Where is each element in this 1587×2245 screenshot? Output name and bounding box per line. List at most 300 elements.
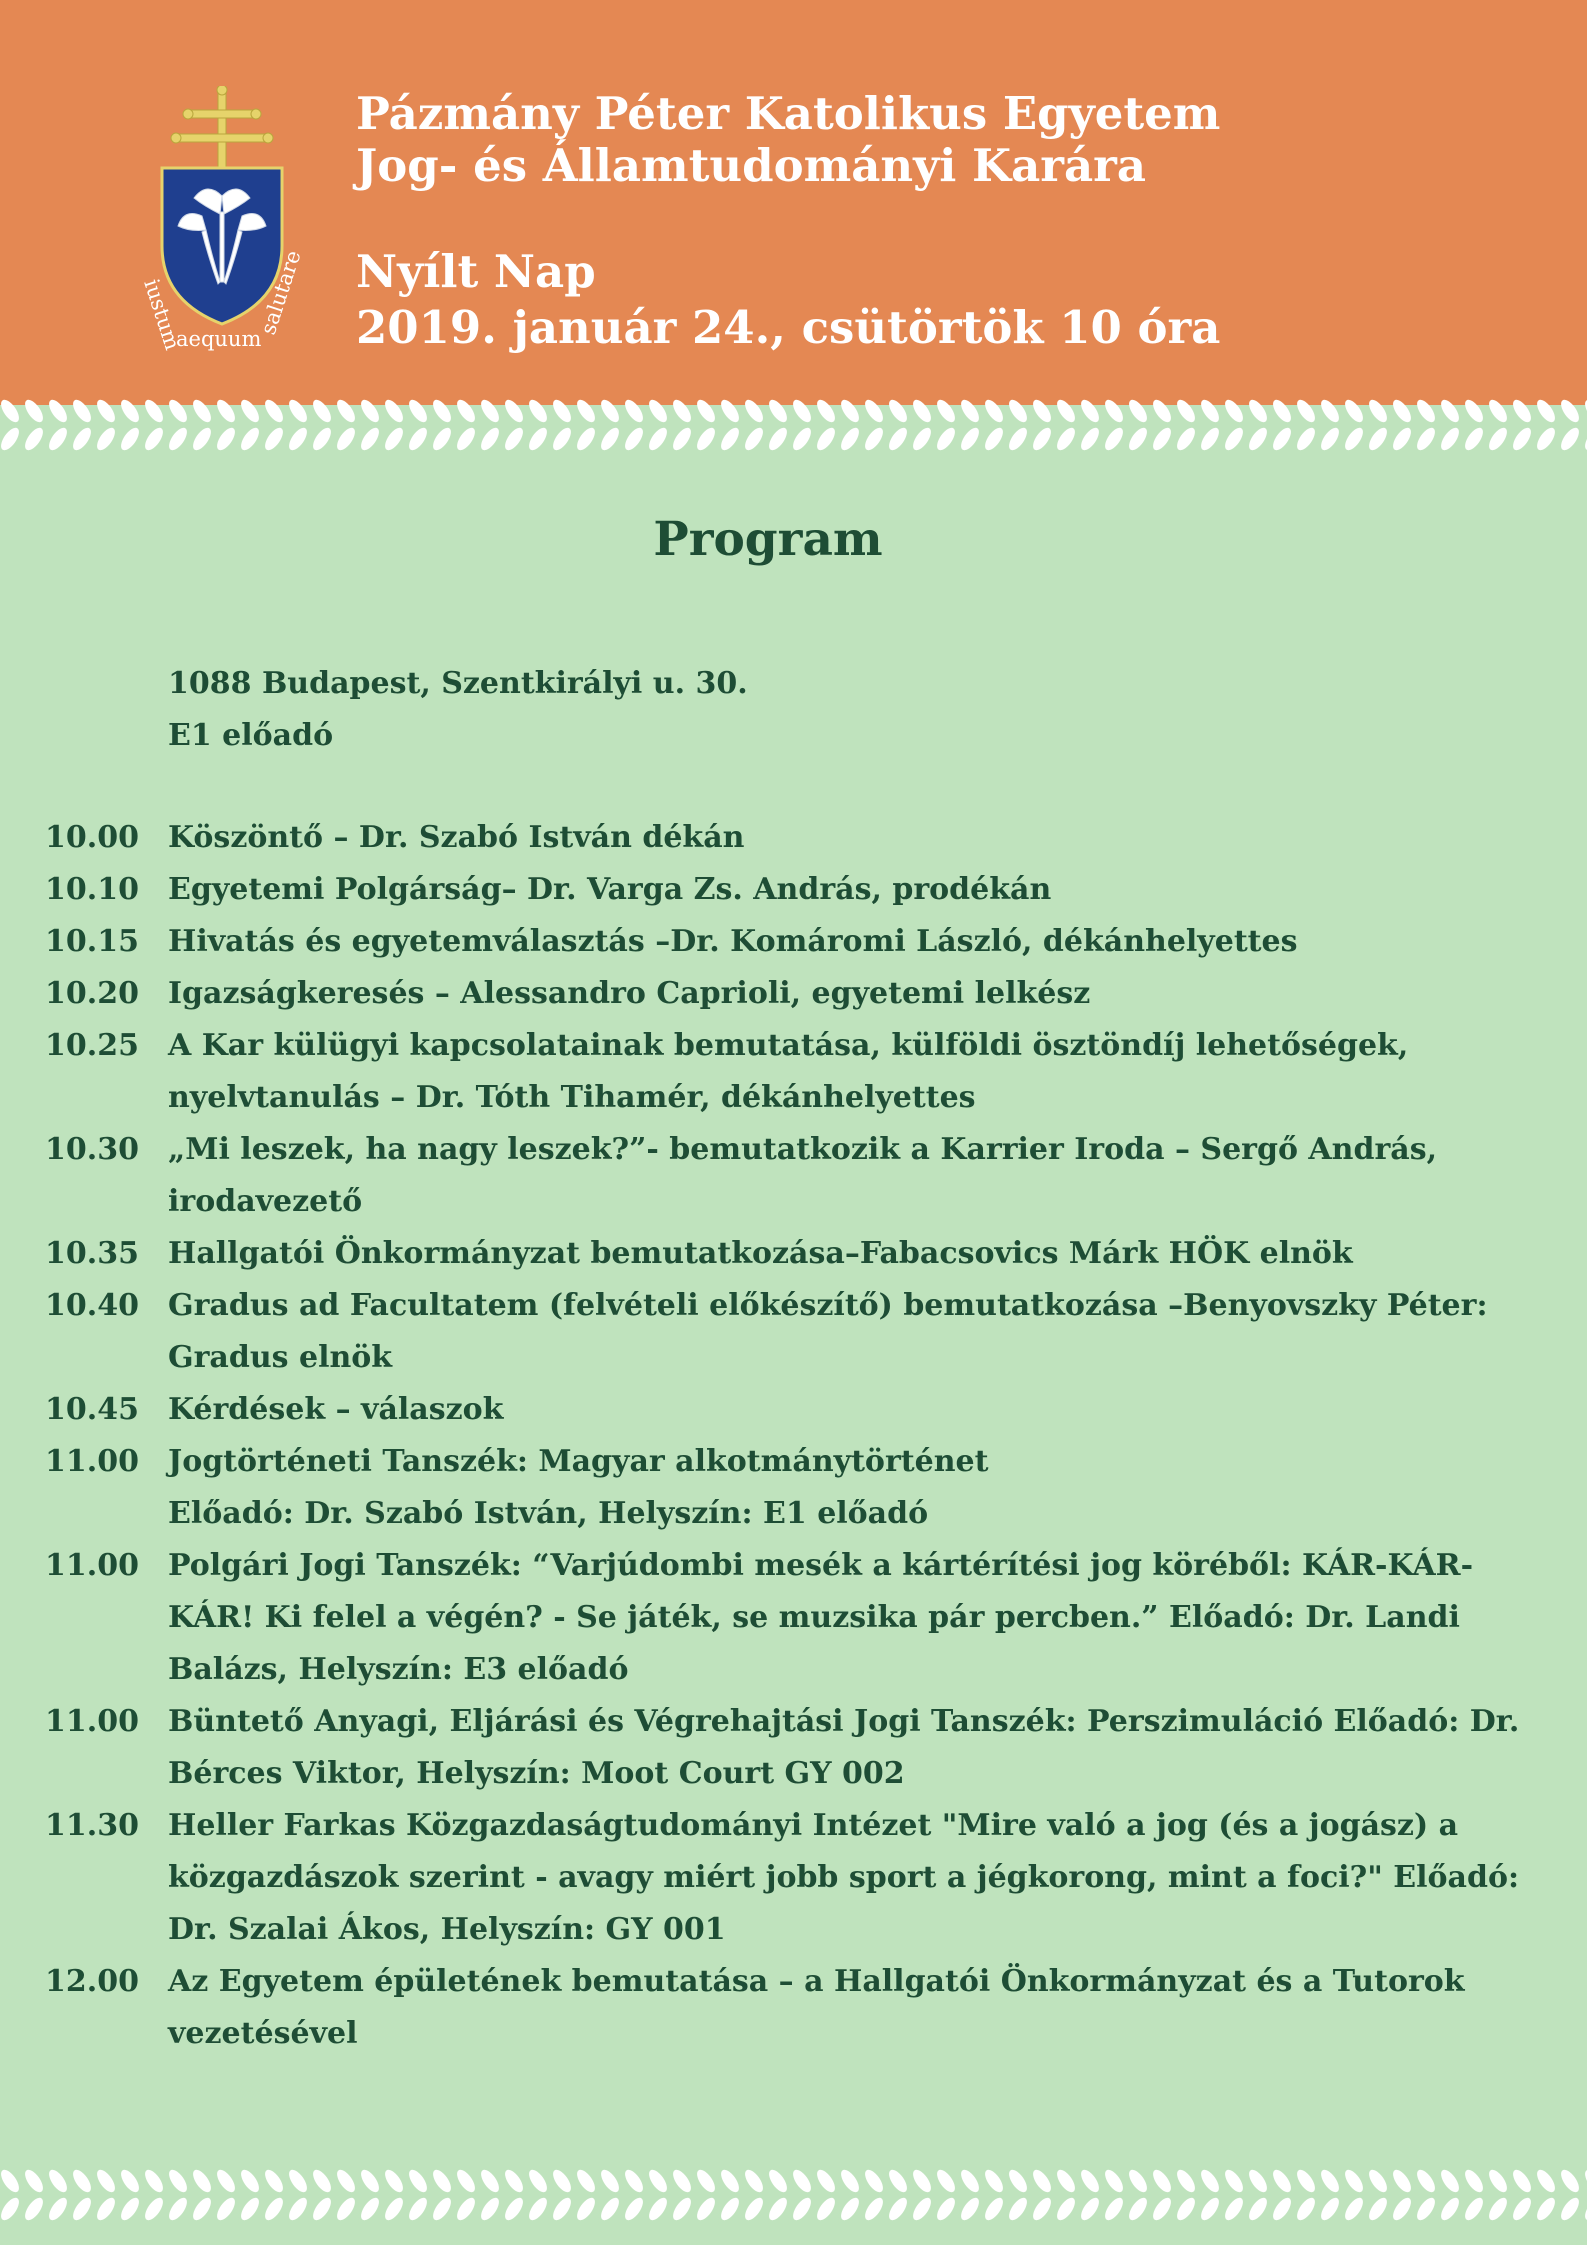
leaf-icon <box>238 2195 263 2223</box>
event-date: 2019. január 24., csütörtök 10 óra <box>356 301 1221 354</box>
leaf-icon <box>1366 2167 1391 2195</box>
leaf-icon <box>790 2167 815 2195</box>
leaf-icon <box>694 425 719 453</box>
leaf-icon <box>166 425 191 453</box>
leaf-icon <box>718 397 743 425</box>
leaf-icon <box>1462 425 1487 453</box>
leaf-icon <box>1294 2167 1319 2195</box>
leaf-icon <box>382 425 407 453</box>
leaf-icon <box>454 2167 479 2195</box>
leaf-icon <box>1198 2195 1223 2223</box>
leaf-icon <box>1438 2195 1463 2223</box>
leaf-icon <box>1150 397 1175 425</box>
venue-room: E1 előadó <box>168 718 334 753</box>
schedule-text: Hivatás és egyetemválasztás –Dr. Komáromi László, dékánhelyettes <box>168 924 1298 959</box>
program-heading: Program <box>653 512 883 567</box>
leaf-icon <box>214 397 239 425</box>
schedule-text <box>168 1436 1558 1540</box>
leaf-icon <box>886 2167 911 2195</box>
leaf-icon <box>1510 2195 1535 2223</box>
leaf-icon <box>742 2195 767 2223</box>
leaf-icon <box>1486 397 1511 425</box>
leaf-icon <box>1222 2167 1247 2195</box>
leaf-icon <box>502 425 527 453</box>
leaf-icon <box>958 425 983 453</box>
leaf-icon <box>1582 397 1587 425</box>
leaf-icon <box>334 425 359 453</box>
leaf-icon <box>1558 397 1583 425</box>
leaf-icon <box>190 2195 215 2223</box>
leaf-icon <box>1270 2167 1295 2195</box>
leaf-icon <box>718 2167 743 2195</box>
leaf-icon <box>1438 425 1463 453</box>
leaf-icon <box>214 2195 239 2223</box>
schedule-item <box>0 1436 1587 1540</box>
schedule-text: Gradus ad Facultatem (felvételi előkészítő) bemutatkozása –Benyovszky Péter: Gradus elnök <box>168 1288 1488 1375</box>
schedule-text: „Mi leszek, ha nagy leszek?”- bemutatkozik a Karrier Iroda – Sergő András, irodavezető <box>168 1132 1438 1219</box>
leaf-icon <box>0 425 22 453</box>
leaf-icon <box>502 397 527 425</box>
leaf-icon <box>46 2195 71 2223</box>
schedule-list <box>0 812 1587 2060</box>
leaf-icon <box>646 2167 671 2195</box>
leaf-icon <box>694 2167 719 2195</box>
leaf-icon <box>1102 397 1127 425</box>
leaf-icon <box>526 2195 551 2223</box>
leaf-icon <box>1366 2195 1391 2223</box>
leaf-icon <box>1246 2195 1271 2223</box>
leaf-icon <box>1318 397 1343 425</box>
leaf-icon <box>1510 397 1535 425</box>
leaf-icon <box>1510 2167 1535 2195</box>
schedule-time: 12.00 <box>45 1964 139 1999</box>
leaf-icon <box>550 425 575 453</box>
leaf-icon <box>1246 2167 1271 2195</box>
leaf-icon <box>286 397 311 425</box>
motto-word: iustum <box>139 276 185 353</box>
schedule-text: Kérdések – válaszok <box>168 1392 504 1427</box>
leaf-icon <box>1030 2195 1055 2223</box>
header-title <box>356 88 1220 192</box>
leaf-icon <box>142 2195 167 2223</box>
leaf-icon <box>502 2195 527 2223</box>
leaf-icon <box>0 2195 22 2223</box>
leaf-icon <box>166 2195 191 2223</box>
leaf-icon <box>334 397 359 425</box>
schedule-item <box>0 812 1587 864</box>
leaf-icon <box>382 397 407 425</box>
leaf-icon <box>1390 2195 1415 2223</box>
venue-info <box>168 658 748 762</box>
leaf-icon <box>1390 425 1415 453</box>
leaf-icon <box>238 2167 263 2195</box>
leaf-icon <box>838 2195 863 2223</box>
leaf-icon <box>934 2195 959 2223</box>
leaf-icon <box>1294 397 1319 425</box>
schedule-item <box>0 864 1587 916</box>
leaf-icon <box>574 397 599 425</box>
leaf-icon <box>166 2167 191 2195</box>
leaf-icon <box>1030 397 1055 425</box>
leaf-icon <box>838 2167 863 2195</box>
leaf-icon <box>1054 2167 1079 2195</box>
schedule-time: 11.30 <box>45 1808 139 1843</box>
leaf-icon <box>526 425 551 453</box>
leaf-icon <box>1558 425 1583 453</box>
leaf-icon <box>430 2167 455 2195</box>
leaf-icon <box>934 397 959 425</box>
leaf-icon <box>910 397 935 425</box>
leaf-icon <box>334 2195 359 2223</box>
leaf-icon <box>46 2167 71 2195</box>
leaf-icon <box>838 425 863 453</box>
schedule-item <box>0 916 1587 968</box>
leaf-icon <box>0 2167 22 2195</box>
leaf-icon <box>310 397 335 425</box>
leaf-icon <box>670 2167 695 2195</box>
schedule-item <box>0 1124 1587 1228</box>
leaf-border-bottom <box>0 2165 1587 2225</box>
leaf-icon <box>430 425 455 453</box>
leaf-icon <box>1054 397 1079 425</box>
leaf-icon <box>1582 2167 1587 2195</box>
leaf-icon <box>1390 397 1415 425</box>
leaf-icon <box>190 2167 215 2195</box>
schedule-time: 10.20 <box>45 976 139 1011</box>
schedule-text: Büntető Anyagi, Eljárási és Végrehajtási Jogi Tanszék: Perszimuláció Előadó: Dr. Bérces Viktor, Helyszín: Moot Court GY 002 <box>168 1704 1520 1791</box>
leaf-icon <box>1102 425 1127 453</box>
leaf-icon <box>742 2167 767 2195</box>
leaf-icon <box>1534 2167 1559 2195</box>
university-name: Pázmány Péter Katolikus Egyetem <box>356 87 1221 140</box>
leaf-icon <box>22 397 47 425</box>
leaf-icon <box>1582 425 1587 453</box>
schedule-time: 10.00 <box>45 820 139 855</box>
leaf-icon <box>1174 397 1199 425</box>
leaf-icon <box>1270 397 1295 425</box>
schedule-time: 10.35 <box>45 1236 139 1271</box>
leaf-icon <box>1198 2167 1223 2195</box>
leaf-icon <box>1198 425 1223 453</box>
leaf-icon <box>1198 397 1223 425</box>
leaf-icon <box>358 2167 383 2195</box>
leaf-icon <box>478 425 503 453</box>
leaf-icon <box>166 397 191 425</box>
motto-word: salutare <box>255 247 306 338</box>
schedule-text: Heller Farkas Közgazdaságtudományi Intézet "Mire való a jog (és a jogász) a közgazdászok szerint - avagy miért jobb sport a jégkorong, mint a foci?" Előadó: Dr. Szalai Ákos, Helyszín: GY 001 <box>168 1808 1520 1947</box>
leaf-icon <box>814 2195 839 2223</box>
schedule-time: 11.00 <box>45 1704 139 1739</box>
leaf-icon <box>1174 2167 1199 2195</box>
leaf-icon <box>1558 2195 1583 2223</box>
leaf-icon <box>1150 2195 1175 2223</box>
leaf-icon <box>214 425 239 453</box>
leaf-icon <box>814 425 839 453</box>
schedule-item <box>0 1228 1587 1280</box>
leaf-icon <box>790 425 815 453</box>
leaf-icon <box>1414 2195 1439 2223</box>
leaf-icon <box>1078 2167 1103 2195</box>
leaf-icon <box>454 2195 479 2223</box>
leaf-icon <box>886 397 911 425</box>
leaf-icon <box>406 397 431 425</box>
leaf-icon <box>598 425 623 453</box>
leaf-icon <box>742 425 767 453</box>
schedule-text-line: Előadó: Dr. Szabó István, Helyszín: E1 előadó <box>168 1496 929 1531</box>
leaf-icon <box>574 2195 599 2223</box>
schedule-text-line: Jogtörténeti Tanszék: Magyar alkotmánytörténet <box>168 1444 989 1479</box>
leaf-icon <box>718 425 743 453</box>
leaf-icon <box>1294 425 1319 453</box>
leaf-icon <box>1534 2195 1559 2223</box>
leaf-icon <box>310 2195 335 2223</box>
leaf-icon <box>262 2167 287 2195</box>
leaf-icon <box>1174 2195 1199 2223</box>
leaf-icon <box>1534 397 1559 425</box>
leaf-icon <box>1078 397 1103 425</box>
leaf-icon <box>862 2195 887 2223</box>
leaf-icon <box>790 2195 815 2223</box>
leaf-icon <box>1462 397 1487 425</box>
leaf-icon <box>886 425 911 453</box>
leaf-icon <box>334 2167 359 2195</box>
leaf-icon <box>1006 2167 1031 2195</box>
leaf-icon <box>358 2195 383 2223</box>
leaf-icon <box>982 2195 1007 2223</box>
leaf-icon <box>190 397 215 425</box>
leaf-icon <box>46 397 71 425</box>
leaf-icon <box>310 2167 335 2195</box>
leaf-icon <box>70 425 95 453</box>
event-name: Nyílt Nap <box>356 245 596 298</box>
leaf-icon <box>1054 425 1079 453</box>
leaf-icon <box>118 2195 143 2223</box>
leaf-icon <box>982 2167 1007 2195</box>
leaf-icon <box>1462 2195 1487 2223</box>
leaf-icon <box>622 2195 647 2223</box>
leaf-icon <box>22 2195 47 2223</box>
leaf-icon <box>1102 2167 1127 2195</box>
leaf-icon <box>550 2167 575 2195</box>
leaf-icon <box>1078 425 1103 453</box>
leaf-icon <box>694 2195 719 2223</box>
leaf-icon <box>670 397 695 425</box>
leaf-icon <box>1462 2167 1487 2195</box>
leaf-icon <box>22 2167 47 2195</box>
leaf-icon <box>454 425 479 453</box>
leaf-icon <box>478 397 503 425</box>
leaf-icon <box>478 2167 503 2195</box>
leaf-icon <box>1006 397 1031 425</box>
leaf-icon <box>1414 425 1439 453</box>
leaf-icon <box>958 397 983 425</box>
schedule-item <box>0 1280 1587 1384</box>
leaf-icon <box>214 2167 239 2195</box>
leaf-icon <box>190 425 215 453</box>
leaf-icon <box>550 2195 575 2223</box>
leaf-icon <box>310 425 335 453</box>
schedule-time: 10.45 <box>45 1392 139 1427</box>
leaf-icon <box>646 425 671 453</box>
leaf-border-top <box>0 395 1587 455</box>
header-banner <box>0 0 1587 405</box>
leaf-icon <box>1150 2167 1175 2195</box>
leaf-icon <box>94 2167 119 2195</box>
leaf-icon <box>1294 2195 1319 2223</box>
leaf-icon <box>430 397 455 425</box>
leaf-icon <box>1486 425 1511 453</box>
leaf-icon <box>262 397 287 425</box>
leaf-icon <box>862 425 887 453</box>
leaf-icon <box>622 425 647 453</box>
leaf-icon <box>286 2167 311 2195</box>
leaf-icon <box>670 2195 695 2223</box>
leaf-icon <box>1414 397 1439 425</box>
schedule-text: Az Egyetem épületének bemutatása – a Hallgatói Önkormányzat és a Tutorok vezetésével <box>168 1964 1465 2051</box>
leaf-icon <box>958 2167 983 2195</box>
leaf-icon <box>1414 2167 1439 2195</box>
leaf-icon <box>94 2195 119 2223</box>
leaf-icon <box>622 397 647 425</box>
leaf-icon <box>1366 425 1391 453</box>
leaf-icon <box>382 2195 407 2223</box>
leaf-icon <box>766 2167 791 2195</box>
schedule-time: 10.30 <box>45 1132 139 1167</box>
leaf-icon <box>862 397 887 425</box>
leaf-icon <box>1342 2167 1367 2195</box>
leaf-icon <box>1318 425 1343 453</box>
leaf-icon <box>886 2195 911 2223</box>
leaf-icon <box>526 397 551 425</box>
schedule-text: Igazságkeresés – Alessandro Caprioli, egyetemi lelkész <box>168 976 1091 1011</box>
leaf-icon <box>1270 2195 1295 2223</box>
leaf-icon <box>862 2167 887 2195</box>
leaf-icon <box>958 2195 983 2223</box>
leaf-icon <box>1246 425 1271 453</box>
leaf-icon <box>94 425 119 453</box>
leaf-icon <box>142 397 167 425</box>
leaf-icon <box>1486 2167 1511 2195</box>
leaf-icon <box>1342 2195 1367 2223</box>
leaf-icon <box>574 2167 599 2195</box>
leaf-icon <box>814 2167 839 2195</box>
leaf-icon <box>1126 2167 1151 2195</box>
leaf-icon <box>910 2195 935 2223</box>
leaf-icon <box>838 397 863 425</box>
leaf-icon <box>622 2167 647 2195</box>
leaf-icon <box>1270 425 1295 453</box>
schedule-item <box>0 1956 1587 2060</box>
leaf-icon <box>1510 425 1535 453</box>
leaf-icon <box>1558 2167 1583 2195</box>
leaf-icon <box>934 425 959 453</box>
schedule-text: Polgári Jogi Tanszék: “Varjúdombi mesék a kártérítési jog köréből: KÁR-KÁR-KÁR! Ki felel a végén? - Se játék, se muzsika pár percben.” Előadó: Dr. Landi Balázs, Helyszín: E3 előadó <box>168 1548 1474 1687</box>
leaf-icon <box>1438 397 1463 425</box>
leaf-icon <box>1126 425 1151 453</box>
leaf-icon <box>1342 425 1367 453</box>
leaf-icon <box>1054 2195 1079 2223</box>
leaf-icon <box>1102 2195 1127 2223</box>
leaf-icon <box>814 397 839 425</box>
schedule-time: 11.00 <box>45 1548 139 1583</box>
leaf-icon <box>1534 425 1559 453</box>
schedule-item <box>0 968 1587 1020</box>
schedule-item <box>0 1020 1587 1124</box>
leaf-icon <box>286 425 311 453</box>
schedule-text: Köszöntő – Dr. Szabó István dékán <box>168 820 745 855</box>
leaf-icon <box>1486 2195 1511 2223</box>
leaf-icon <box>142 425 167 453</box>
leaf-icon <box>70 2167 95 2195</box>
leaf-icon <box>406 2167 431 2195</box>
leaf-icon <box>238 425 263 453</box>
leaf-icon <box>646 2195 671 2223</box>
leaf-icon <box>94 397 119 425</box>
leaf-icon <box>406 2195 431 2223</box>
leaf-icon <box>1126 397 1151 425</box>
leaf-icon <box>1030 425 1055 453</box>
leaf-icon <box>910 2167 935 2195</box>
leaf-icon <box>0 397 22 425</box>
leaf-icon <box>766 2195 791 2223</box>
leaf-icon <box>670 425 695 453</box>
leaf-icon <box>1318 2195 1343 2223</box>
leaf-icon <box>286 2195 311 2223</box>
schedule-text: Egyetemi Polgárság– Dr. Varga Zs. András, prodékán <box>168 872 1052 907</box>
schedule-time: 11.00 <box>45 1444 139 1479</box>
leaf-icon <box>382 2167 407 2195</box>
schedule-time: 10.25 <box>45 1028 139 1063</box>
leaf-icon <box>22 425 47 453</box>
leaf-icon <box>766 397 791 425</box>
leaf-icon <box>646 397 671 425</box>
leaf-icon <box>502 2167 527 2195</box>
leaf-icon <box>766 425 791 453</box>
leaf-icon <box>598 2195 623 2223</box>
leaf-icon <box>358 425 383 453</box>
leaf-icon <box>526 2167 551 2195</box>
schedule-text: Hallgatói Önkormányzat bemutatkozása–Fabacsovics Márk HÖK elnök <box>168 1236 1353 1271</box>
leaf-icon <box>1006 2195 1031 2223</box>
leaf-icon <box>430 2195 455 2223</box>
schedule-time: 10.15 <box>45 924 139 959</box>
schedule-item <box>0 1384 1587 1436</box>
leaf-icon <box>910 425 935 453</box>
leaf-icon <box>118 397 143 425</box>
schedule-item <box>0 1540 1587 1696</box>
leaf-icon <box>262 2195 287 2223</box>
faculty-name: Jog- és Államtudományi Karára <box>356 139 1147 192</box>
leaf-icon <box>1222 397 1247 425</box>
leaf-icon <box>1582 2195 1587 2223</box>
leaf-icon <box>46 425 71 453</box>
leaf-icon <box>1006 425 1031 453</box>
schedule-time: 10.40 <box>45 1288 139 1323</box>
leaf-icon <box>598 2167 623 2195</box>
leaf-icon <box>1366 397 1391 425</box>
leaf-icon <box>1438 2167 1463 2195</box>
leaf-icon <box>358 397 383 425</box>
leaf-icon <box>742 397 767 425</box>
leaf-icon <box>598 397 623 425</box>
leaf-icon <box>934 2167 959 2195</box>
leaf-icon <box>142 2167 167 2195</box>
event-info <box>356 244 1220 356</box>
leaf-icon <box>1222 425 1247 453</box>
leaf-icon <box>1150 425 1175 453</box>
schedule-item <box>0 1800 1587 1956</box>
leaf-icon <box>790 397 815 425</box>
